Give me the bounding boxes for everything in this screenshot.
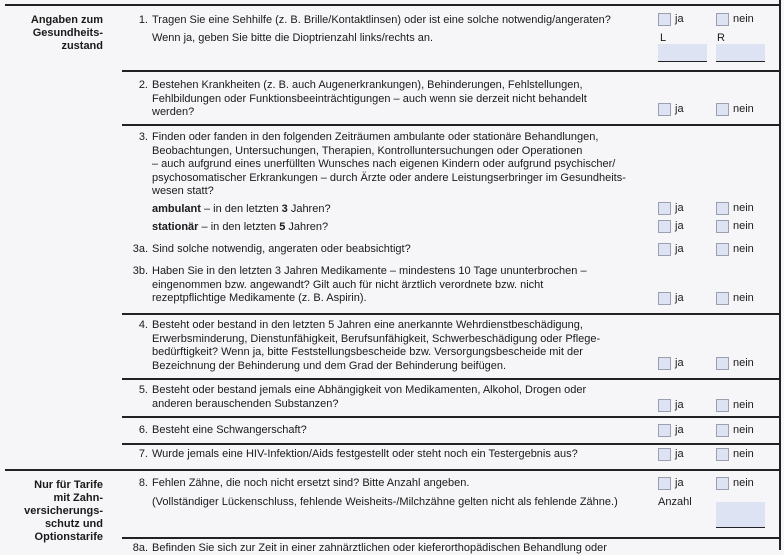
question-text: Besteht eine Schwangerschaft?	[152, 424, 307, 436]
q5-yes-checkbox[interactable]	[658, 399, 671, 412]
question-number: 8a.	[132, 542, 148, 554]
ambulant-yes-label: ja	[675, 202, 684, 214]
q3b-no-checkbox[interactable]	[716, 292, 729, 305]
question-number: 3.	[138, 131, 148, 143]
section-label: Optionstarife	[34, 531, 103, 543]
ambulant-yes-checkbox[interactable]	[658, 202, 671, 215]
q4-no-checkbox[interactable]	[716, 357, 729, 370]
question-text: Tragen Sie eine Sehhilfe (z. B. Brille/Kontaktlinsen) oder ist eine solche notwendig/angeraten?	[152, 14, 611, 26]
q7-no-label: nein	[733, 448, 754, 460]
section-label: Angaben zum	[30, 14, 103, 26]
q2-yes-label: ja	[675, 103, 684, 115]
question-number: 4.	[138, 319, 148, 331]
q6-no-checkbox[interactable]	[716, 424, 729, 437]
right-diopter-input[interactable]	[716, 44, 765, 62]
stationaer-yes-checkbox[interactable]	[658, 220, 671, 233]
divider	[122, 416, 781, 418]
question-text: Wurde jemals eine HIV-Infektion/Aids festgestellt oder steht noch ein Testergebnis aus?	[152, 448, 578, 460]
stationaer-text	[152, 220, 328, 234]
question-text: Sind solche notwendig, angeraten oder beabsichtigt?	[152, 243, 411, 255]
divider	[122, 378, 781, 380]
q5-no-label: nein	[733, 399, 754, 411]
left-diopter-input[interactable]	[658, 44, 707, 62]
question-text: Besteht oder bestand in den letzten 5 Jahren eine anerkannte Wehrdienstbeschädigung,	[152, 319, 583, 331]
question-text: Besteht oder bestand jemals eine Abhängigkeit von Medikamenten, Alkohol, Drogen oder	[152, 384, 587, 396]
stationaer-text1: – in den letzten	[198, 221, 280, 233]
question-number: 8.	[138, 477, 148, 489]
question-text: eingenommen bzw. angewandt? Gilt auch für nicht ärztlich verordnete bzw. nicht	[152, 278, 544, 291]
stationaer-bold2: 5	[279, 221, 286, 233]
section-label: zustand	[61, 40, 103, 52]
q1-yes-label: ja	[675, 13, 684, 25]
q3b-yes-checkbox[interactable]	[658, 292, 671, 305]
stationaer-yes-label: ja	[675, 220, 684, 232]
q3a-no-checkbox[interactable]	[716, 243, 729, 256]
divider	[122, 537, 781, 539]
q2-no-label: nein	[733, 103, 754, 115]
ambulant-bold2: 3	[281, 203, 288, 215]
question-text: psychosomatischer Erkrankungen – durch Ärzte oder andere Leistungserbringer im Gesundheits-	[152, 171, 626, 184]
q6-yes-label: ja	[675, 424, 684, 436]
q7-no-checkbox[interactable]	[716, 448, 729, 461]
q3a-no-label: nein	[733, 243, 754, 255]
count-label: Anzahl	[658, 496, 692, 508]
question-text: Bezeichnung der Behinderung und dem Grad der Behinderung beifügen.	[152, 359, 507, 372]
question-text: bedürftigkeit? Wenn ja, bitte Feststellungsbescheide bzw. Versorgungsbescheide mit der	[152, 346, 583, 359]
question-text: Finden oder fanden in den folgenden Zeiträumen ambulante oder stationäre Behandlungen,	[152, 131, 599, 143]
question-text: Wenn ja, geben Sie bitte die Dioptrienzahl links/rechts an.	[152, 32, 434, 44]
section-label: Gesundheits-	[32, 27, 103, 39]
right-eye-label: R	[717, 32, 725, 44]
question-text: Bestehen Krankheiten (z. B. auch Augenerkrankungen), Behinderungen, Fehlstellungen,	[152, 79, 583, 91]
stationaer-no-checkbox[interactable]	[716, 220, 729, 233]
q4-no-label: nein	[733, 357, 754, 369]
ambulant-text1: – in den letzten	[200, 203, 282, 215]
ambulant-text	[152, 202, 331, 216]
divider	[122, 313, 781, 315]
question-text: anderen berauschenden Substanzen?	[152, 397, 339, 410]
q7-yes-checkbox[interactable]	[658, 448, 671, 461]
q8-yes-checkbox[interactable]	[658, 477, 671, 490]
q1-no-checkbox[interactable]	[716, 13, 729, 26]
q3a-yes-checkbox[interactable]	[658, 243, 671, 256]
stationaer-text2: Jahren?	[285, 221, 329, 233]
ambulant-text2: Jahren?	[287, 203, 331, 215]
q2-yes-checkbox[interactable]	[658, 103, 671, 116]
q6-no-label: nein	[733, 424, 754, 436]
question-number: 2.	[138, 79, 148, 91]
question-number: 6.	[138, 424, 148, 436]
q8-yes-label: ja	[675, 477, 684, 489]
section-label: versicherungs-	[24, 505, 103, 517]
q7-yes-label: ja	[675, 448, 684, 460]
q8-no-label: nein	[733, 477, 754, 489]
q3b-no-label: nein	[733, 292, 754, 304]
question-text: Beobachtungen, Untersuchungen, Therapien, Kontrolluntersuchungen oder Operationen	[152, 144, 583, 157]
section-label: Nur für Tarife	[34, 479, 103, 491]
q1-yes-checkbox[interactable]	[658, 13, 671, 26]
section-label: mit Zahn-	[53, 492, 103, 504]
missing-teeth-count-input[interactable]	[716, 502, 765, 528]
ambulant-bold: ambulant	[152, 203, 201, 215]
section-label: schutz und	[44, 518, 103, 530]
stationaer-no-label: nein	[733, 220, 754, 232]
q3b-yes-label: ja	[675, 292, 684, 304]
question-number: 3a.	[132, 243, 148, 255]
q4-yes-label: ja	[675, 357, 684, 369]
question-number: 1.	[138, 14, 148, 26]
q2-no-checkbox[interactable]	[716, 103, 729, 116]
question-number: 3b.	[132, 265, 148, 277]
question-number: 7.	[138, 448, 148, 460]
question-text: rezeptpflichtige Medikamente (z. B. Aspirin).	[152, 292, 367, 305]
question-text: Fehlbildungen oder Funktionsbeeinträchtigungen – auch wenn sie derzeit nicht behandelt	[152, 92, 587, 105]
stationaer-bold: stationär	[152, 221, 199, 233]
question-text: (Vollständiger Lückenschluss, fehlende Weisheits-/Milchzähne gelten nicht als fehlende Zähne.)	[152, 496, 618, 508]
q4-yes-checkbox[interactable]	[658, 357, 671, 370]
divider	[122, 124, 781, 126]
divider	[5, 469, 781, 471]
q5-no-checkbox[interactable]	[716, 399, 729, 412]
q8-no-checkbox[interactable]	[716, 477, 729, 490]
divider	[122, 70, 781, 72]
q6-yes-checkbox[interactable]	[658, 424, 671, 437]
ambulant-no-checkbox[interactable]	[716, 202, 729, 215]
question-text: werden?	[152, 106, 195, 119]
question-text: – auch aufgrund eines unerfüllten Wunsches nach eigenen Kindern oder aufgrund psychischer/	[152, 158, 616, 171]
question-text: Haben Sie in den letzten 3 Jahren Medikamente – mindestens 10 Tage ununterbrochen –	[152, 265, 587, 277]
divider	[122, 443, 781, 445]
question-text: Erwerbsminderung, Dienstunfähigkeit, Berufsunfähigkeit, Schwerbeschädigung oder Pflege-	[152, 332, 601, 345]
q1-no-label: nein	[733, 13, 754, 25]
question-text: Befinden Sie sich zur Zeit in einer zahnärztlichen oder kieferorthopädischen Behandlung oder	[152, 542, 607, 554]
question-number: 5.	[138, 384, 148, 396]
q5-yes-label: ja	[675, 399, 684, 411]
q3a-yes-label: ja	[675, 243, 684, 255]
divider	[5, 4, 781, 6]
question-text: wesen statt?	[152, 185, 214, 198]
left-eye-label: L	[660, 32, 667, 44]
ambulant-no-label: nein	[733, 202, 754, 214]
question-text: Fehlen Zähne, die noch nicht ersetzt sind? Bitte Anzahl angeben.	[152, 477, 470, 489]
